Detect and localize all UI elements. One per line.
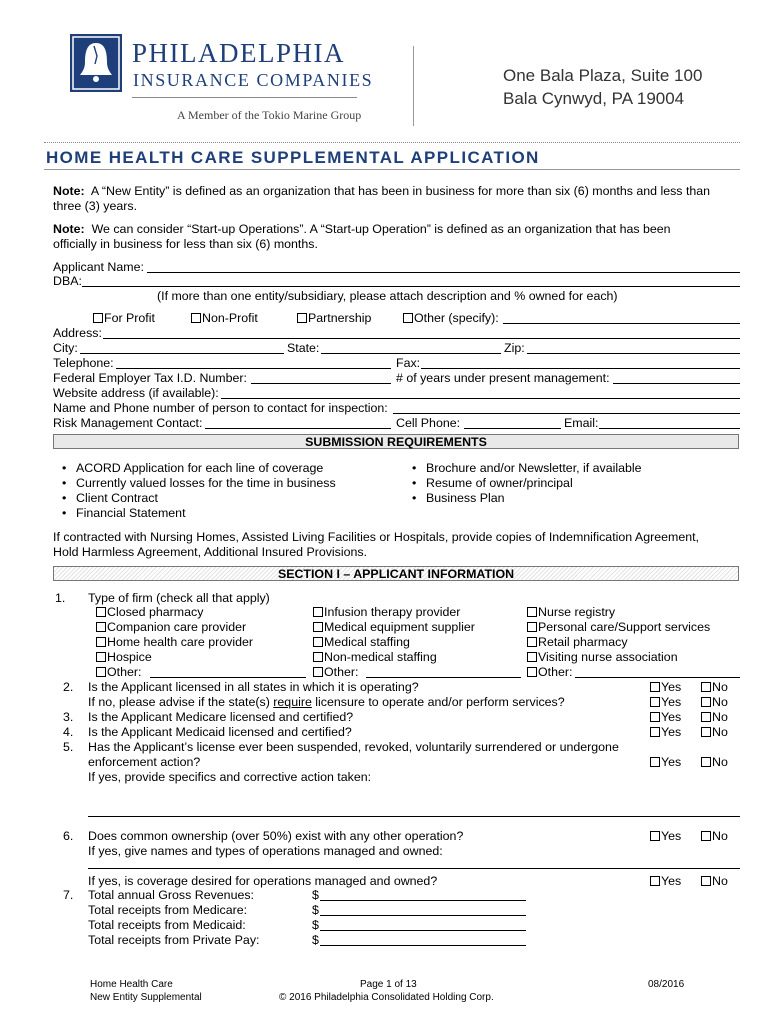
yes-option[interactable] — [650, 755, 681, 769]
option-label: Retail pharmacy — [538, 635, 628, 649]
list-item: • Resume of owner/principal — [426, 476, 573, 490]
yes-label: Yes — [661, 680, 682, 694]
list-item: • Business Plan — [426, 491, 505, 505]
firm-option-other[interactable] — [96, 665, 141, 679]
q5-follow: If yes, provide specifics and corrective action taken: — [88, 770, 372, 784]
for-profit-option[interactable] — [93, 311, 155, 325]
firm-option[interactable] — [96, 620, 246, 634]
checkbox[interactable] — [313, 667, 323, 677]
option-label: Nurse registry — [538, 605, 616, 619]
question-number: 6. — [63, 829, 74, 843]
dollar-sign: $ — [312, 918, 319, 932]
firm-option[interactable] — [96, 635, 253, 649]
website-label: Website address (if available): — [53, 386, 219, 400]
option-label: Closed pharmacy — [107, 605, 204, 619]
non-profit-checkbox[interactable] — [191, 313, 201, 323]
address-line-1: One Bala Plaza, Suite 100 — [503, 66, 703, 85]
option-label: Medical equipment supplier — [324, 620, 475, 634]
checkbox[interactable] — [96, 637, 106, 647]
cell-phone-label: Cell Phone: — [396, 416, 461, 430]
partnership-label: Partnership — [308, 311, 372, 325]
dollar-sign: $ — [312, 933, 319, 947]
firm-option[interactable] — [313, 620, 475, 634]
fax-field[interactable] — [421, 368, 740, 369]
question-number: 3. — [63, 710, 74, 724]
note-1 — [53, 184, 710, 198]
no-checkbox[interactable] — [701, 712, 711, 722]
page-title: HOME HEALTH CARE SUPPLEMENTAL APPLICATION — [46, 148, 540, 167]
no-checkbox[interactable] — [701, 757, 711, 767]
checkbox[interactable] — [313, 637, 323, 647]
no-label: No — [712, 874, 728, 888]
years-mgmt-field[interactable] — [613, 383, 740, 384]
list-item: • Client Contract — [76, 491, 158, 505]
footer-form-name: Home Health Care — [90, 979, 173, 990]
firm-option-other[interactable] — [313, 665, 358, 679]
no-checkbox[interactable] — [701, 727, 711, 737]
submission-heading — [53, 434, 739, 449]
fein-field[interactable] — [251, 383, 391, 384]
note-2 — [53, 222, 671, 236]
no-checkbox[interactable] — [701, 876, 711, 886]
footer-page-number: Page 1 of 13 — [360, 979, 417, 990]
option-label: Personal care/Support services — [538, 620, 711, 634]
question-number: 1. — [55, 591, 66, 605]
member-of: A Member of the Tokio Marine Group — [177, 108, 362, 122]
non-profit-label: Non-Profit — [202, 311, 258, 325]
yes-label: Yes — [661, 755, 682, 769]
zip-label: Zip: — [504, 341, 525, 355]
email-field[interactable] — [599, 428, 740, 429]
footer-date: 08/2016 — [648, 979, 685, 990]
no-label: No — [712, 695, 728, 709]
fax-label: Fax: — [396, 356, 421, 370]
yes-checkbox[interactable] — [650, 831, 660, 841]
option-label: Companion care provider — [107, 620, 247, 634]
for-profit-checkbox[interactable] — [93, 313, 103, 323]
firm-option[interactable] — [96, 605, 203, 619]
q4-text: Is the Applicant Medicaid licensed and certified? — [88, 725, 352, 739]
option-label: Other: — [324, 665, 359, 679]
q3-text: Is the Applicant Medicare licensed and certified? — [88, 710, 354, 724]
checkbox[interactable] — [527, 652, 537, 662]
question-number: 2. — [63, 680, 74, 694]
q6-follow: If yes, give names and types of operations managed and owned: — [88, 844, 443, 858]
q2b-post: licensure to operate and/or perform services? — [311, 695, 565, 709]
applicant-name-label: Applicant Name: — [53, 260, 144, 274]
telephone-label: Telephone: — [53, 356, 114, 370]
list-item: • Brochure and/or Newsletter, if available — [426, 461, 642, 475]
no-label: No — [712, 755, 728, 769]
yes-label: Yes — [661, 874, 682, 888]
no-checkbox[interactable] — [701, 831, 711, 841]
firm-option[interactable] — [313, 605, 460, 619]
section-1-heading — [53, 566, 739, 581]
cell-phone-field[interactable] — [464, 428, 561, 429]
contract-note-cont: Hold Harmless Agreement, Additional Insured Provisions. — [53, 545, 368, 559]
state-label: State: — [287, 341, 320, 355]
no-option[interactable] — [701, 710, 728, 724]
other-firm-field-2[interactable] — [366, 677, 521, 678]
checkbox[interactable] — [313, 622, 323, 632]
zip-field[interactable] — [527, 353, 740, 354]
city-field[interactable] — [80, 353, 284, 354]
dollar-sign: $ — [312, 888, 319, 902]
note-2-cont: officially in business for less than six (6) months. — [53, 237, 318, 251]
yes-option[interactable] — [650, 695, 681, 709]
list-item: • ACORD Application for each line of coverage — [76, 461, 323, 475]
medicaid-field[interactable] — [320, 930, 526, 931]
contract-note: If contracted with Nursing Homes, Assisted Living Facilities or Hospitals, provide copies of Indemnification Agreement, — [53, 530, 699, 544]
address-line-2: Bala Cynwyd, PA 19004 — [503, 89, 685, 108]
q5-text: Has the Applicant’s license ever been suspended, revoked, voluntarily surrendered or undergone — [88, 740, 619, 754]
risk-contact-field[interactable] — [205, 428, 391, 429]
footer-copyright: © 2016 Philadelphia Consolidated Holding Corp. — [279, 992, 494, 1003]
gross-revenue-field[interactable] — [320, 900, 526, 901]
option-label: Visiting nurse association — [538, 650, 678, 664]
no-option[interactable] — [701, 874, 728, 888]
q6-text: Does common ownership (over 50%) exist with any other operation? — [88, 829, 464, 843]
yes-option[interactable] — [650, 829, 681, 843]
company-name: PHILADELPHIA — [132, 38, 345, 68]
risk-contact-label: Risk Management Contact: — [53, 416, 203, 430]
no-option[interactable] — [701, 755, 728, 769]
list-item: • Financial Statement — [76, 506, 186, 520]
q2-text: Is the Applicant licensed in all states in which it is operating? — [88, 680, 419, 694]
inspection-contact-field[interactable] — [393, 413, 740, 414]
entity-note: (If more than one entity/subsidiary, please attach description and % owned for each) — [157, 289, 618, 303]
q6-answer-field[interactable] — [88, 868, 740, 869]
revenue-label: Total receipts from Private Pay: — [88, 933, 260, 947]
no-option[interactable] — [701, 829, 728, 843]
q5-answer-field[interactable] — [88, 816, 740, 817]
no-option[interactable] — [701, 725, 728, 739]
website-field[interactable] — [221, 398, 740, 399]
title-rule — [44, 169, 740, 170]
no-label: No — [712, 710, 728, 724]
other-entity-checkbox[interactable] — [403, 313, 413, 323]
fein-label: Federal Employer Tax I.D. Number: — [53, 371, 247, 385]
checkbox[interactable] — [527, 607, 537, 617]
q2b-pre: If no, please advise if the state(s) — [88, 695, 274, 709]
applicant-name-field[interactable] — [147, 272, 740, 273]
checkbox[interactable] — [96, 607, 106, 617]
checkbox[interactable] — [313, 607, 323, 617]
yes-option[interactable] — [650, 874, 681, 888]
state-field[interactable] — [321, 353, 501, 354]
note-text: We can consider “Start-up Operations”. A “Start-up Operation” is defined as an organization that has been — [91, 222, 671, 236]
no-label: No — [712, 680, 728, 694]
firm-option[interactable] — [313, 650, 437, 664]
no-option[interactable] — [701, 680, 728, 694]
checkbox[interactable] — [96, 652, 106, 662]
checkbox[interactable] — [96, 667, 106, 677]
yes-label: Yes — [661, 829, 682, 843]
yes-checkbox[interactable] — [650, 876, 660, 886]
note-1-cont: three (3) years. — [53, 199, 138, 213]
medicare-field[interactable] — [320, 915, 526, 916]
firm-option[interactable] — [313, 635, 410, 649]
other-entity-option[interactable] — [403, 311, 499, 325]
other-entity-field[interactable] — [503, 323, 740, 324]
yes-option[interactable] — [650, 725, 681, 739]
partnership-checkbox[interactable] — [297, 313, 307, 323]
liberty-bell-icon — [70, 34, 122, 92]
firm-option[interactable] — [527, 650, 678, 664]
no-label: No — [712, 829, 728, 843]
checkbox[interactable] — [527, 667, 537, 677]
header-vertical-rule — [413, 46, 414, 126]
dollar-sign: $ — [312, 903, 319, 917]
address-label: Address: — [53, 326, 102, 340]
header-dotted-rule — [44, 142, 740, 143]
telephone-field[interactable] — [116, 368, 391, 369]
q6-coverage: If yes, is coverage desired for operations managed and owned? — [88, 874, 438, 888]
option-label: Hospice — [107, 650, 152, 664]
revenue-label: Total annual Gross Revenues: — [88, 888, 254, 902]
checkbox[interactable] — [96, 622, 106, 632]
header-divider — [132, 97, 357, 98]
email-label: Email: — [564, 416, 599, 430]
list-item: • Currently valued losses for the time in business — [76, 476, 336, 490]
firm-option[interactable] — [527, 605, 615, 619]
q2b-text — [88, 695, 565, 709]
option-label: Non-medical staffing — [324, 650, 437, 664]
no-option[interactable] — [701, 695, 728, 709]
yes-checkbox[interactable] — [650, 757, 660, 767]
firm-option[interactable] — [527, 620, 710, 634]
option-label: Home health care provider — [107, 635, 254, 649]
yes-label: Yes — [661, 695, 682, 709]
other-entity-label: Other (specify): — [414, 311, 499, 325]
revenue-label: Total receipts from Medicaid: — [88, 918, 246, 932]
question-number: 7. — [63, 888, 74, 902]
yes-label: Yes — [661, 725, 682, 739]
yes-checkbox[interactable] — [650, 712, 660, 722]
q2b-underlined: require — [273, 695, 312, 709]
other-firm-field-3[interactable] — [575, 677, 740, 678]
yes-checkbox[interactable] — [650, 682, 660, 692]
checkbox[interactable] — [527, 637, 537, 647]
option-label: Infusion therapy provider — [324, 605, 461, 619]
firm-option-other[interactable] — [527, 665, 572, 679]
city-label: City: — [53, 341, 78, 355]
checkbox[interactable] — [527, 622, 537, 632]
dba-field[interactable] — [82, 286, 740, 287]
footer-form-subtitle: New Entity Supplemental — [90, 992, 202, 1003]
company-logo — [70, 34, 122, 92]
yes-checkbox[interactable] — [650, 727, 660, 737]
note-label: Note: — [53, 184, 85, 198]
no-label: No — [712, 725, 728, 739]
dba-label: DBA: — [53, 274, 82, 288]
section-1-heading-text: SECTION I – APPLICANT INFORMATION — [277, 567, 515, 581]
no-checkbox[interactable] — [701, 682, 711, 692]
option-label: Other: — [107, 665, 142, 679]
option-label: Medical staffing — [324, 635, 410, 649]
submission-heading-text: SUBMISSION REQUIREMENTS — [305, 435, 487, 449]
note-text: A “New Entity” is defined as an organization that has been in business for more than six (6) months and less than — [90, 184, 711, 198]
non-profit-option[interactable] — [191, 311, 258, 325]
option-label: Other: — [538, 665, 573, 679]
revenue-label: Total receipts from Medicare: — [88, 903, 248, 917]
note-label: Note: — [53, 222, 85, 236]
checkbox[interactable] — [313, 652, 323, 662]
partnership-option[interactable] — [297, 311, 371, 325]
yes-option[interactable] — [650, 710, 681, 724]
company-subtitle: INSURANCE COMPANIES — [133, 70, 374, 90]
yes-label: Yes — [661, 710, 682, 724]
private-pay-field[interactable] — [320, 945, 526, 946]
yes-option[interactable] — [650, 680, 681, 694]
q5-text-cont: enforcement action? — [88, 755, 201, 769]
inspection-contact-label: Name and Phone number of person to contact for inspection: — [53, 401, 388, 415]
q1-text: Type of firm (check all that apply) — [88, 591, 270, 605]
years-mgmt-label: # of years under present management: — [396, 371, 610, 385]
other-firm-field-1[interactable] — [150, 677, 306, 678]
question-number: 4. — [63, 725, 74, 739]
no-checkbox[interactable] — [701, 697, 711, 707]
address-field[interactable] — [103, 338, 740, 339]
for-profit-label: For Profit — [104, 311, 155, 325]
yes-checkbox[interactable] — [650, 697, 660, 707]
question-number: 5. — [63, 740, 74, 754]
firm-option[interactable] — [96, 650, 152, 664]
firm-option[interactable] — [527, 635, 628, 649]
